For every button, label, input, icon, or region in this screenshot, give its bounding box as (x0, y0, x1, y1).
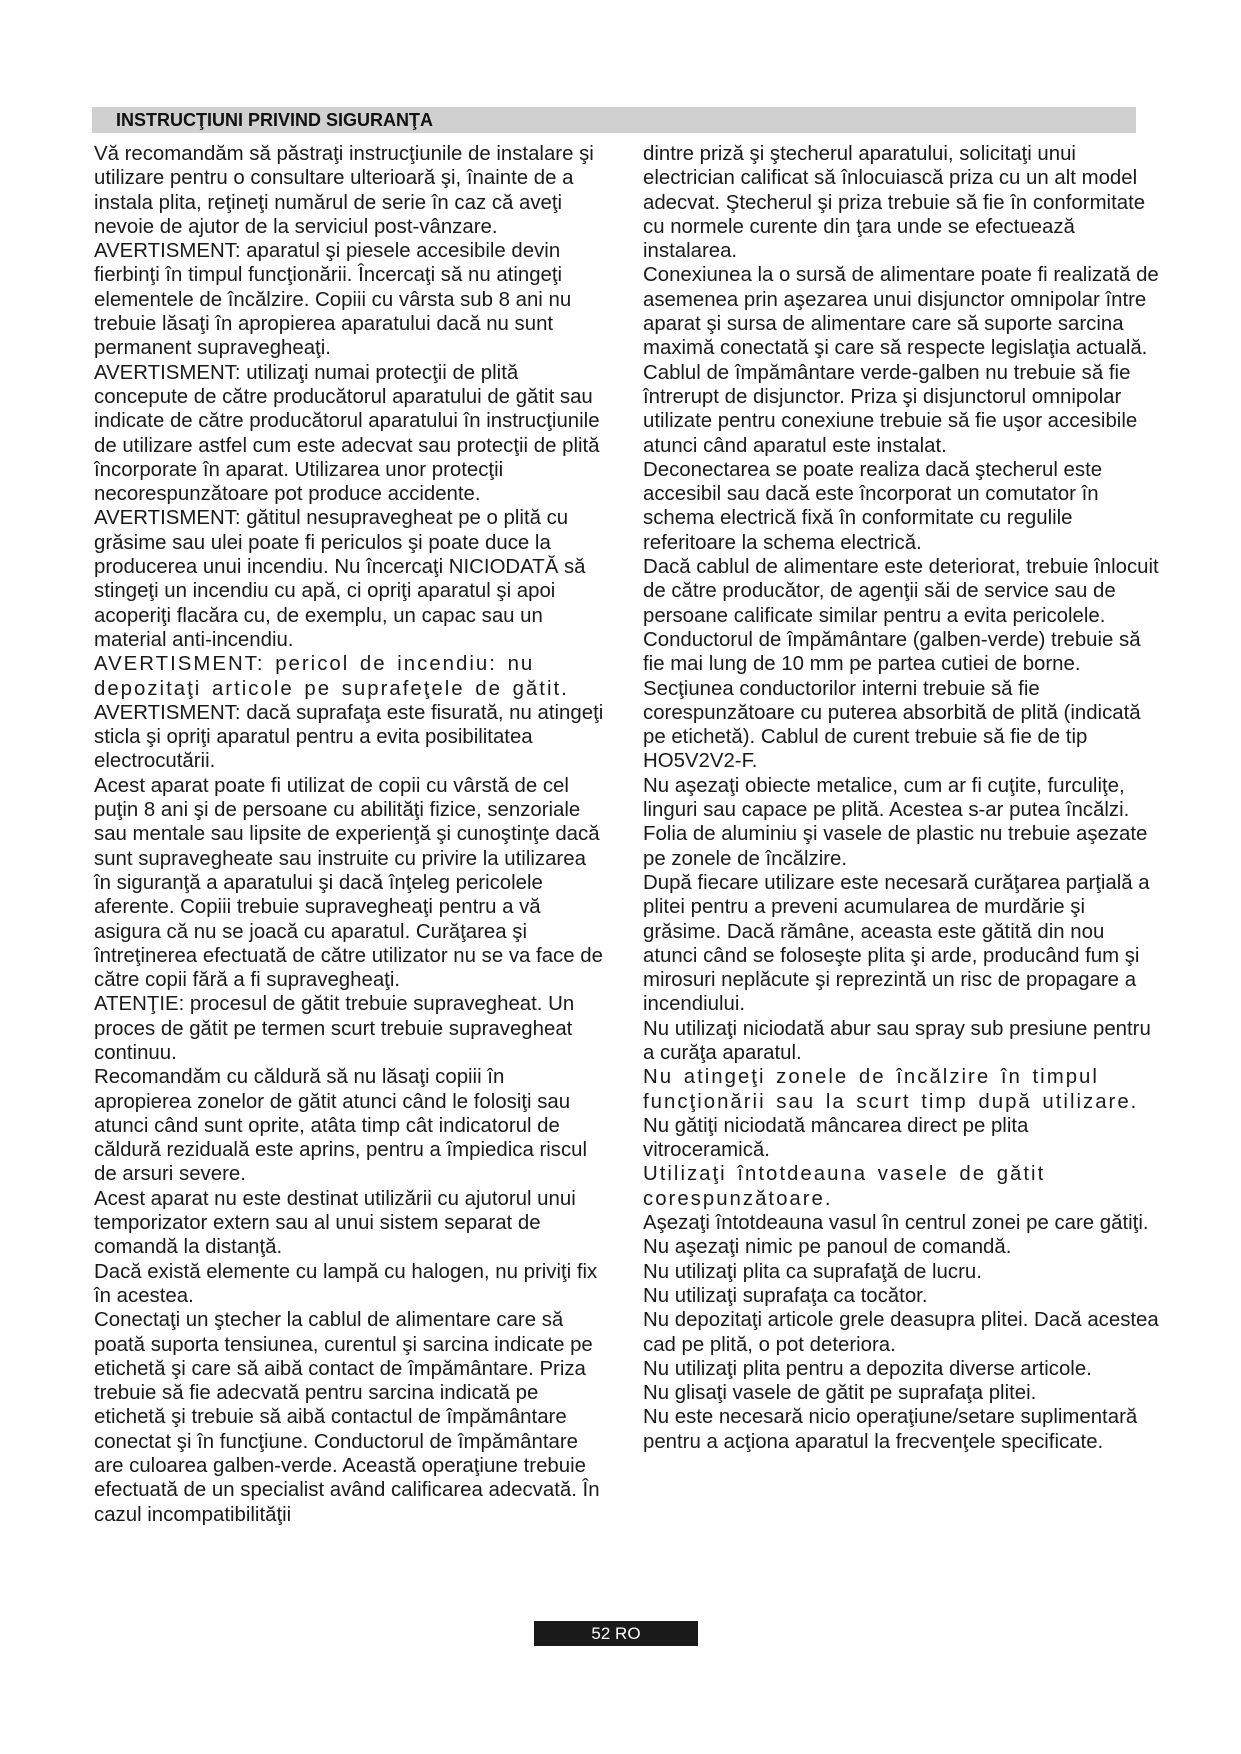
paragraph: Conectaţi un ştecher la cablul de alimentare care să poată suporta tensiunea, curentul şi sarcina indicate pe etichetă şi care să aibă contact de împământare. Priza trebuie să fie adecvată pentru sarcina indicată pe etichetă şi trebuie să aibă contactul de împământare conectat şi în funcţiune. Conductorul de împământare are culoarea galben-verde. Această operaţiune trebuie efectuată de un specialist având calificarea adecvată. În cazul incompatibilităţii (94, 1309, 600, 1526)
paragraph: Nu este necesară nicio operaţiune/setare suplimentară pentru a acţiona aparatul la frecvenţele specificate. (643, 1406, 1138, 1453)
section-header-bar (92, 107, 1136, 133)
paragraph: Dacă cablul de alimentare este deteriorat, trebuie înlocuit de către producător, de agenţii săi de service sau de persoane calificate similar pentru a evita pericolele. Conductorul de împământare (galben-verde) trebuie să fie mai lung de 10 mm pe partea cutiei de borne. Secţiunea conductorilor interni trebuie să fie corespunzătoare cu puterea absorbită de plită (indicată pe etichetă). Cablul de curent trebuie să fie de tip HO5V2V2-F. (643, 556, 1159, 773)
paragraph: AVERTISMENT: utilizaţi numai protecţii de plită concepute de către producătorul aparatului de gătit sau indicate de către producătorul aparatului în instrucţiunile de utilizare astfel cum este adecvat sau protecţii de plită încorporate în aparat. Utilizarea unor protecţii necorespunzătoare pot produce accidente. (94, 361, 600, 506)
paragraph: Nu glisaţi vasele de gătit pe suprafaţa plitei. (643, 1382, 1037, 1405)
paragraph: Cablul de împământare verde-galben nu trebuie să fie întrerupt de disjunctor. Priza şi disjunctorul omnipolar utilizate pentru conexiune trebuie să fie uşor accesibile atunci când aparatul este instalat. (643, 361, 1138, 457)
paragraph: Nu utilizaţi niciodată abur sau spray sub presiune pentru a curăţa aparatul. (643, 1017, 1151, 1064)
paragraph: Dacă există elemente cu lampă cu halogen, nu priviţi fix în acestea. (94, 1260, 598, 1307)
page-number-bar (534, 1621, 698, 1646)
paragraph: Nu depozitaţi articole grele deasupra plitei. Dacă acestea cad pe plită, o pot deteriora. (643, 1309, 1159, 1356)
paragraph: După fiecare utilizare este necesară curăţarea parţială a plitei pentru a preveni acumularea de murdărie şi grăsime. Dacă rămâne, aceasta este gătită din nou atunci când se foloseşte plita şi arde, producând fum şi mirosuri neplăcute şi reprezintă un risc de propagare a incendiului. (643, 871, 1150, 1016)
paragraph: Utilizaţi întotdeauna vasele de gătit corespunzătoare. (643, 1163, 1046, 1210)
paragraph: Folia de aluminiu şi vasele de plastic nu trebuie aşezate pe zonele de încălzire. (643, 823, 1148, 870)
paragraph: ATENŢIE: procesul de gătit trebuie supravegheat. Un proces de gătit pe termen scurt trebuie supravegheat continuu. (94, 993, 575, 1064)
paragraph: AVERTISMENT: gătitul nesupravegheat pe o plită cu grăsime sau ulei poate fi periculos şi poate duce la producerea unui incendiu. Nu încercaţi NICIODATĂ să stingeţi un incendiu cu apă, ci opriţi aparatul şi apoi acoperiţi flacăra cu, de exemplu, un capac sau un material anti-incendiu. (94, 507, 586, 651)
right-text-column (643, 142, 1159, 1454)
section-title: INSTRUCŢIUNI PRIVIND SIGURANŢA (116, 110, 434, 130)
paragraph: Nu gătiţi niciodată mâncarea direct pe plita vitroceramică. (643, 1114, 1029, 1162)
paragraph: Vă recomandăm să păstraţi instrucţiunile de instalare şi utilizare pentru o consultare ulterioară şi, înainte de a instala plita, reţineţi numărul de serie în caz că aveţi nevoie de ajutor de la serviciul post-vânzare. (94, 143, 594, 238)
paragraph: Aşezaţi întotdeauna vasul în centrul zonei pe care gătiţi. Nu aşezaţi nimic pe panoul de comandă. (643, 1212, 1149, 1259)
paragraph: Deconectarea se poate realiza dacă ştecherul este accesibil sau dacă este încorporat un comutator în schema electrică fixă în conformitate cu regulile referitoare la schema electrică. (643, 458, 1103, 554)
paragraph: Acest aparat poate fi utilizat de copii cu vârstă de cel puţin 8 ani şi de persoane cu abilităţi fizice, senzoriale sau mentale sau lipsite de experienţă şi cunoştinţe dacă sunt supravegheate sau instruite cu privire la utilizarea în siguranţă a aparatului şi dacă înţeleg pericolele aferente. Copiii trebuie supravegheaţi pentru a vă asigura că nu se joacă cu aparatul. Curăţarea şi întreţinerea efectuată de către utilizator nu se va face de către copii fără a fi supravegheaţi. (94, 774, 603, 992)
paragraph: Nu aşezaţi obiecte metalice, cum ar fi cuţite, furculiţe, linguri sau capace pe plită. Acestea s-ar putea încălzi. (643, 774, 1130, 822)
paragraph: Nu utilizaţi plita pentru a depozita diverse articole. (643, 1357, 1092, 1380)
left-text-column (94, 142, 604, 1527)
paragraph: AVERTISMENT: dacă suprafaţa este fisurată, nu atingeţi sticla şi opriţi aparatul pentru a evita posibilitatea electrocutării. (94, 701, 604, 773)
paragraph: AVERTISMENT: pericol de incendiu: nu depozitaţi articole pe suprafeţele de gătit. (94, 653, 569, 700)
paragraph: dintre priză şi ştecherul aparatului, solicitaţi unui electrician calificat să înlocuiască priza cu un alt model adecvat. Ştecherul şi priza trebuie să fie în conformitate cu normele curente din ţara unde se efectuează instalarea. (643, 143, 1146, 263)
paragraph: Conexiunea la o sursă de alimentare poate fi realizată de asemenea prin aşezarea unui disjunctor omnipolar între aparat şi sursa de alimentare care să suporte sarcina maximă conectată şi care să respecte legislaţia actuală. (643, 264, 1159, 360)
paragraph: Acest aparat nu este destinat utilizării cu ajutorul unui temporizator extern sau al unui sistem separat de comandă la distanţă. (94, 1187, 576, 1259)
paragraph: Recomandăm cu căldură să nu lăsaţi copiii în apropierea zonelor de gătit atunci când le folosiţi sau atunci când sunt oprite, atâta timp cât indicatorul de căldură reziduală este aprins, pentru a împiedica riscul de arsuri severe. (94, 1066, 588, 1186)
paragraph: Nu utilizaţi plita ca suprafaţă de lucru. (643, 1260, 982, 1283)
paragraph: Nu utilizaţi suprafaţa ca tocător. (643, 1284, 928, 1307)
page-number: 52 RO (591, 1624, 641, 1643)
paragraph: Nu atingeţi zonele de încălzire în timpul funcţionării sau la scurt timp după utilizare. (643, 1066, 1139, 1113)
paragraph: AVERTISMENT: aparatul şi piesele accesibile devin fierbinţi în timpul funcţionării. Încercaţi să nu atingeţi elementele de încălzire. Copiii cu vârsta sub 8 ani nu trebuie lăsaţi în apropierea aparatului dacă nu sunt permanent supravegheaţi. (94, 240, 572, 360)
